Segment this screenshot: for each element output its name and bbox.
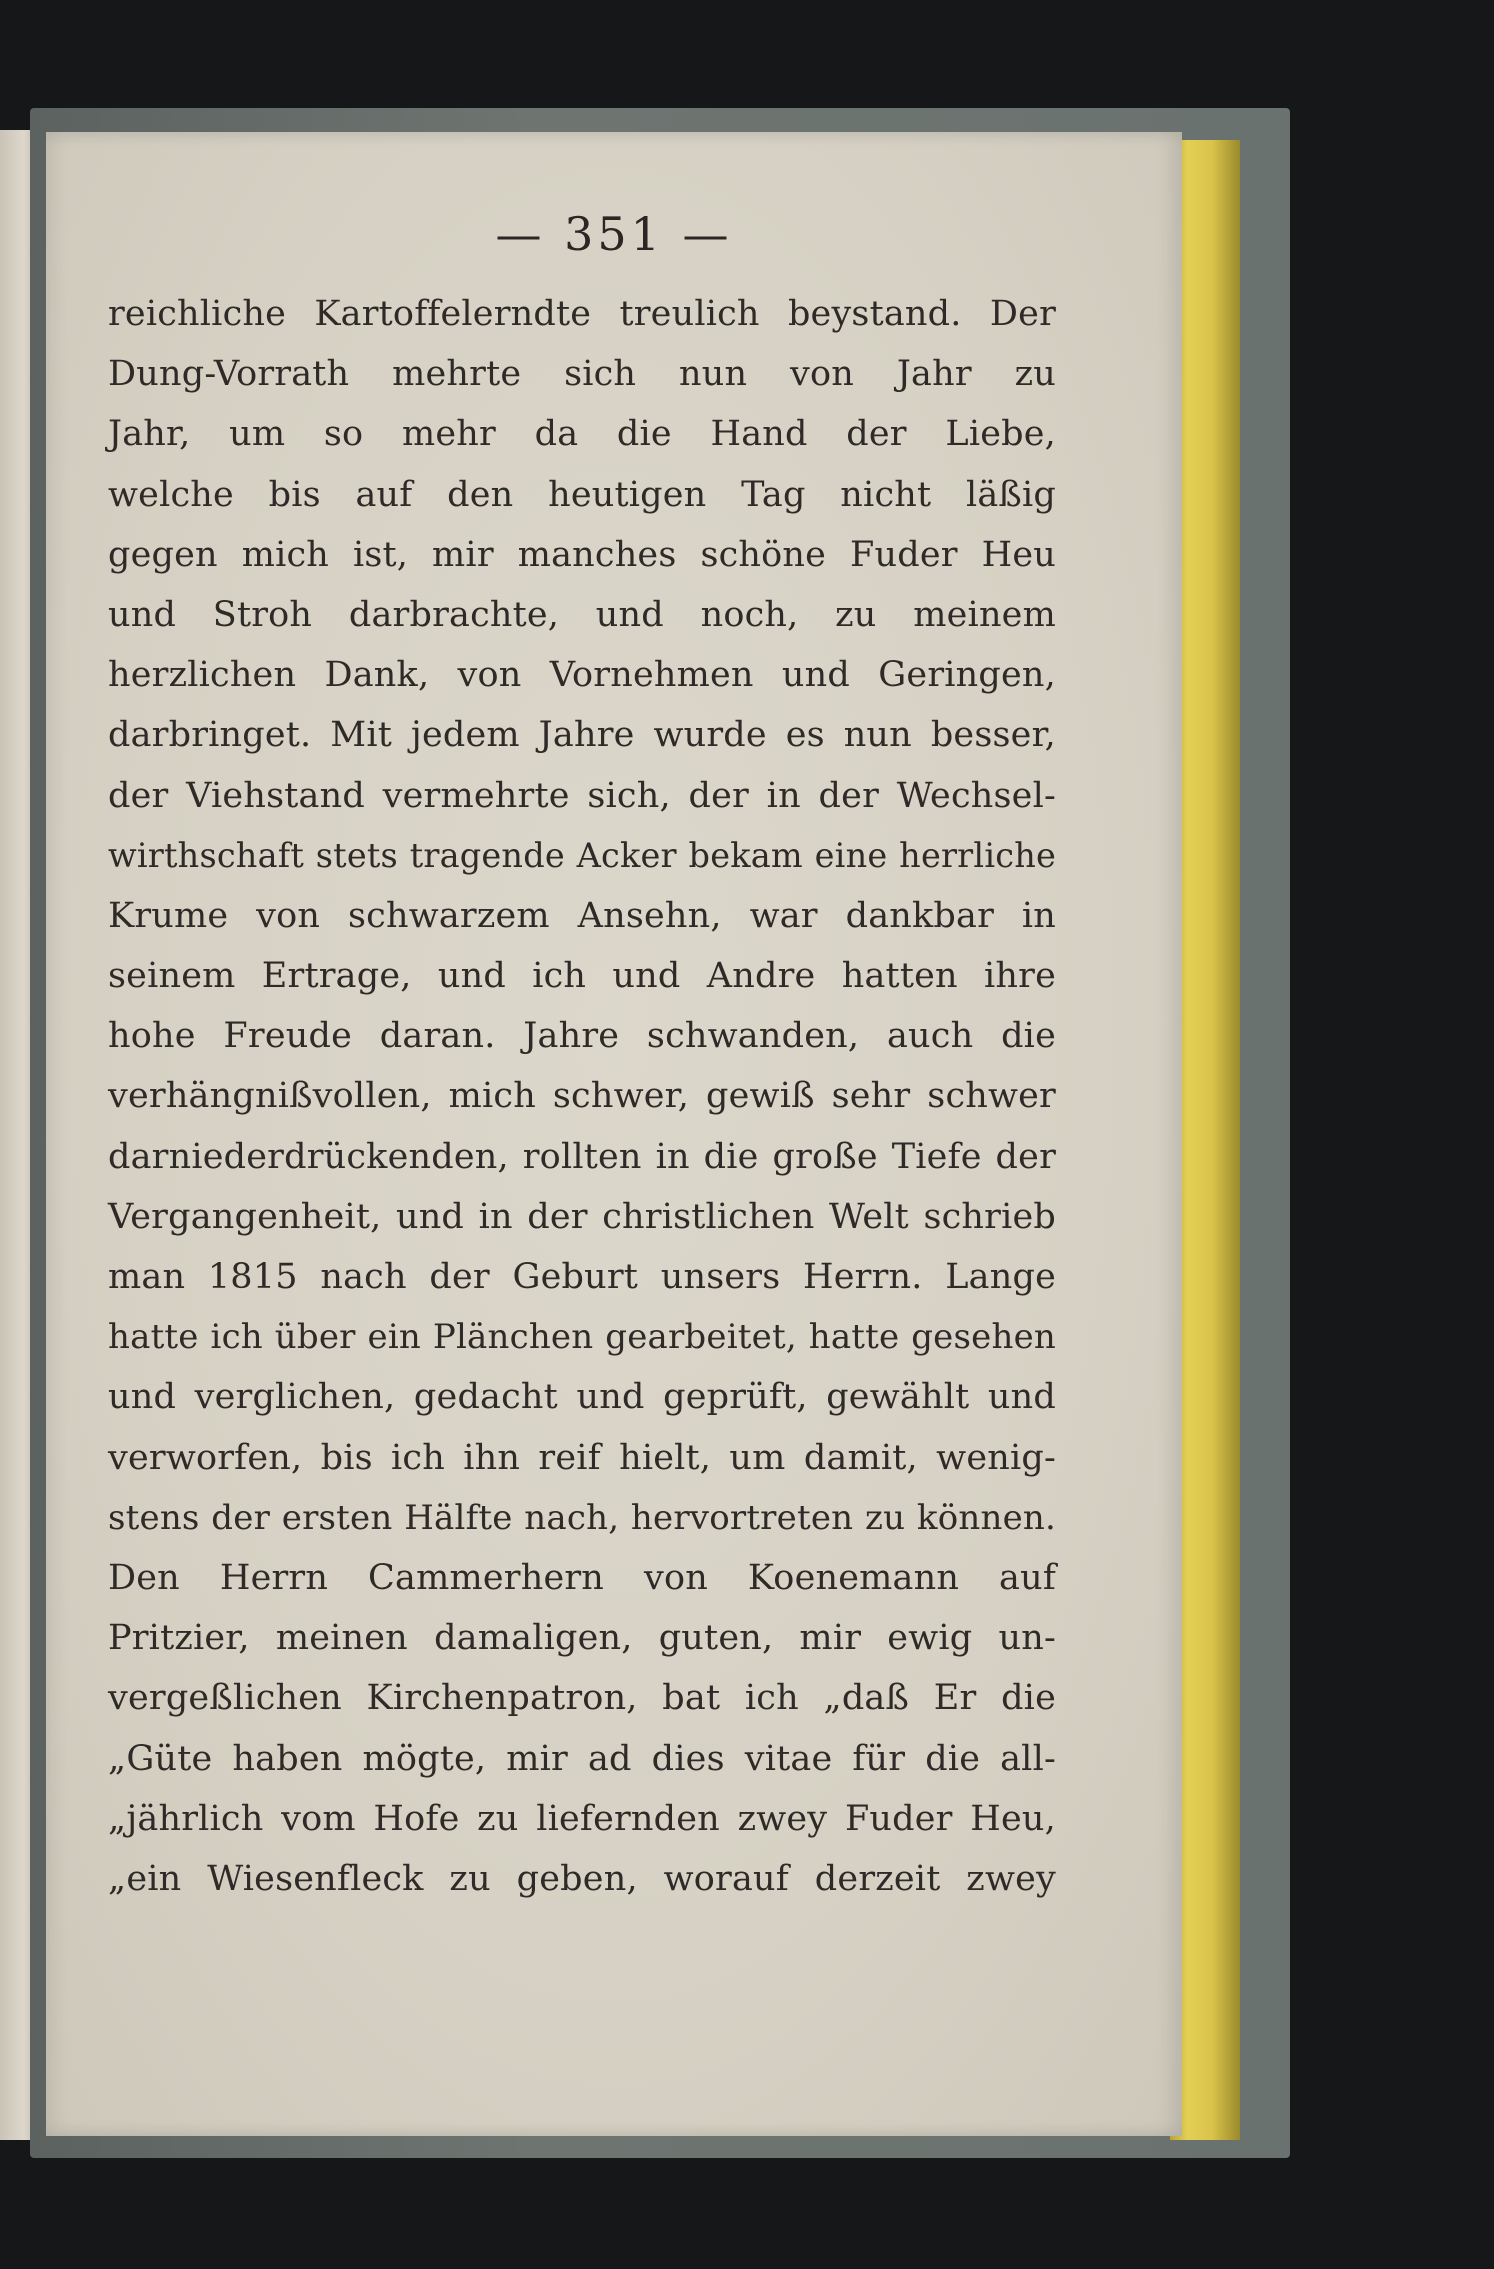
text-line: und Stroh darbrachte, und noch, zu meinem	[108, 594, 1056, 635]
text-line: reichliche Kartoffelerndte treulich beystand. Der	[108, 294, 1056, 334]
text-line: seinem Ertrage, und ich und Andre hatten ihre	[108, 956, 1056, 997]
text-line: „ein Wiesenfleck zu geben, worauf derzeit zwey	[108, 1858, 1056, 1899]
text-line: gegen mich ist, mir manches schöne Fuder Heu	[108, 534, 1056, 575]
page-body-text	[108, 284, 1056, 1909]
text-line: Dung-Vorrath mehrte sich nun von Jahr zu	[108, 354, 1056, 395]
text-line: herzlichen Dank, von Vornehmen und Geringen,	[108, 655, 1056, 696]
text-line: verworfen, bis ich ihn reif hielt, um damit, wenig-	[108, 1437, 1056, 1478]
text-line: Krume von schwarzem Ansehn, war dankbar in	[108, 895, 1056, 936]
text-line: hatte ich über ein Plänchen gearbeitet, hatte gesehen	[108, 1317, 1056, 1358]
text-line: „jährlich vom Hofe zu liefernden zwey Fuder Heu,	[108, 1798, 1056, 1839]
text-line: Pritzier, meinen damaligen, guten, mir ewig un-	[108, 1618, 1056, 1659]
text-line: darbringet. Mit jedem Jahre wurde es nun besser,	[108, 715, 1056, 756]
text-line: Vergangenheit, und in der christlichen Welt schrieb	[108, 1196, 1056, 1237]
text-line: vergeßlichen Kirchenpatron, bat ich „daß Er die	[108, 1678, 1056, 1719]
text-line: man 1815 nach der Geburt unsers Herrn. Lange	[108, 1257, 1056, 1297]
text-line: darniederdrückenden, rollten in die große Tiefe der	[108, 1136, 1056, 1177]
page-number: — 351 —	[495, 207, 733, 261]
text-line: verhängnißvollen, mich schwer, gewiß sehr schwer	[108, 1076, 1056, 1117]
text-line: Jahr, um so mehr da die Hand der Liebe,	[108, 414, 1056, 455]
text-line: stens der ersten Hälfte nach, hervortreten zu können.	[108, 1497, 1056, 1538]
text-line: Den Herrn Cammerhern von Koenemann auf	[108, 1557, 1056, 1598]
text-line: hohe Freude daran. Jahre schwanden, auch die	[108, 1016, 1056, 1057]
text-line: „Güte haben mögte, mir ad dies vitae für die all-	[108, 1738, 1056, 1779]
text-line: der Viehstand vermehrte sich, der in der Wechsel-	[108, 775, 1056, 816]
text-line: wirthschaft stets tragende Acker bekam eine herrliche	[108, 835, 1056, 875]
text-line: welche bis auf den heutigen Tag nicht läßig	[108, 474, 1056, 515]
book-page	[46, 132, 1182, 2136]
text-line: und verglichen, gedacht und geprüft, gewählt und	[108, 1377, 1056, 1418]
